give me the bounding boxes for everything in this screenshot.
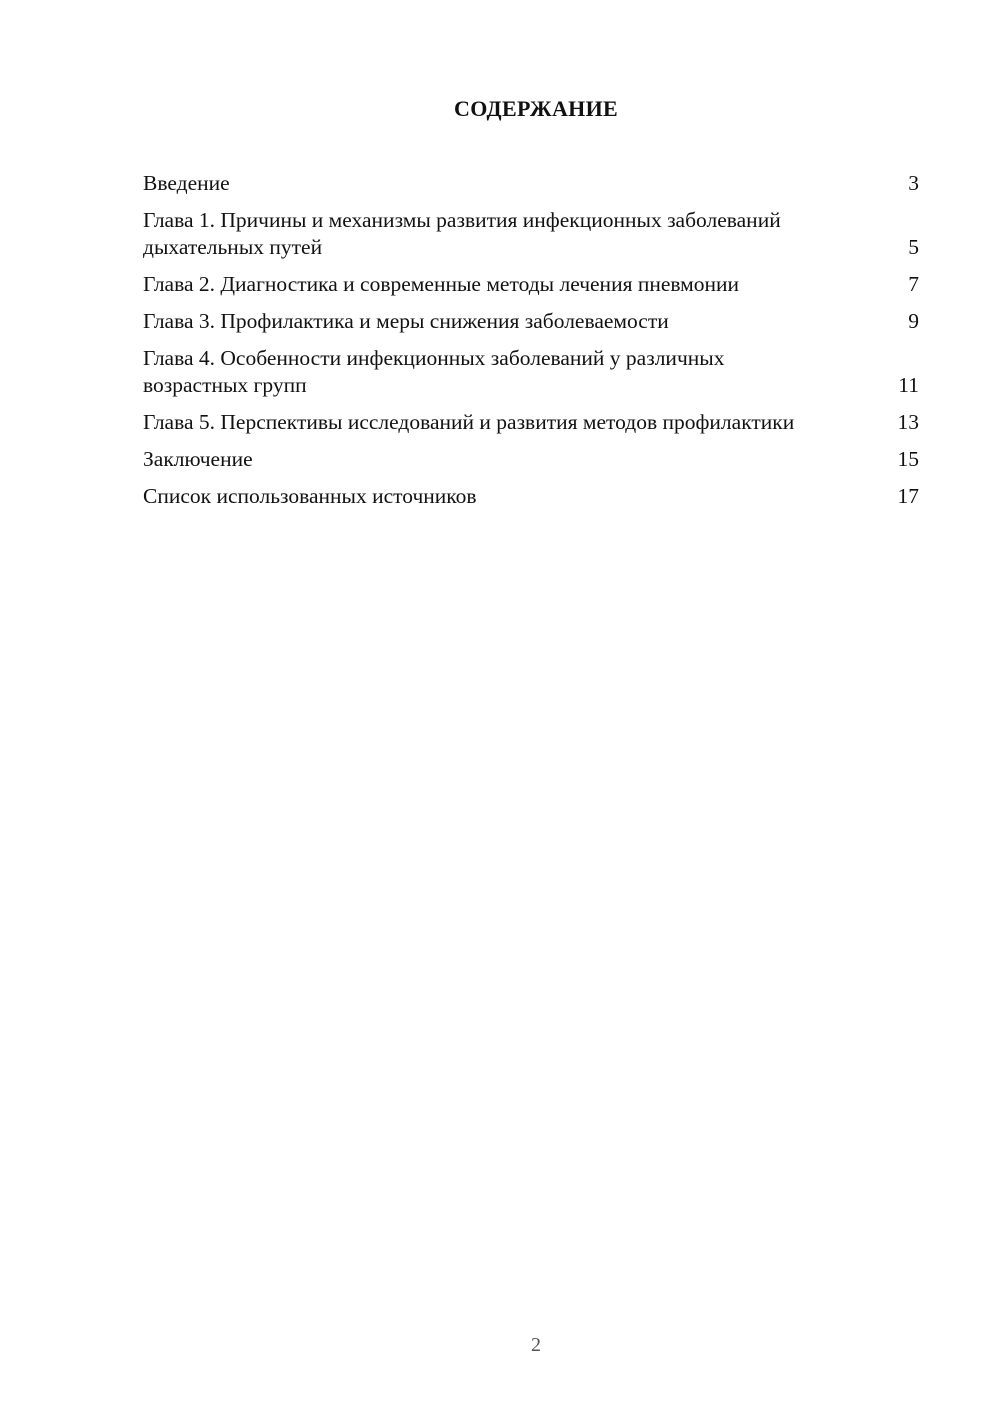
toc-entry-text: Глава 2. Диагностика и современные методы лечения пневмонии — [143, 272, 740, 296]
toc-entry-page: 11 — [898, 373, 919, 397]
toc-entry-text: Глава 5. Перспективы исследований и развития методов профилактики — [143, 410, 795, 434]
toc-entry-text: Глава 4. Особенности инфекционных заболеваний у различных возрастных групп — [143, 346, 725, 397]
toc-entry-page: 3 — [908, 171, 919, 195]
toc-entry-page: 7 — [908, 272, 919, 296]
toc-entry-page: 5 — [908, 235, 919, 259]
toc-entry-page: 9 — [908, 309, 919, 333]
toc-entry-references — [143, 483, 919, 510]
toc-entry-chapter-2 — [143, 271, 919, 298]
toc-entry-chapter-4 — [143, 345, 919, 399]
toc-entry-chapter-1 — [143, 207, 919, 261]
table-of-contents — [143, 170, 919, 520]
toc-entry-text: Введение — [143, 171, 230, 195]
toc-entry-text: Глава 3. Профилактика и меры снижения заболеваемости — [143, 309, 669, 333]
toc-title: СОДЕРЖАНИЕ — [454, 96, 618, 121]
toc-entry-chapter-5 — [143, 409, 919, 436]
page-number: 2 — [531, 1334, 541, 1356]
toc-entry-text: Список использованных источников — [143, 484, 477, 508]
toc-entry-text: Заключение — [143, 447, 253, 471]
toc-entry-page: 13 — [897, 410, 919, 434]
toc-entry-chapter-3 — [143, 308, 919, 335]
toc-entry-introduction — [143, 170, 919, 197]
toc-entry-page: 15 — [897, 447, 919, 471]
toc-entry-conclusion — [143, 446, 919, 473]
toc-entry-page: 17 — [897, 484, 919, 508]
toc-entry-text: Глава 1. Причины и механизмы развития инфекционных заболеваний дыхательных путей — [143, 208, 781, 259]
